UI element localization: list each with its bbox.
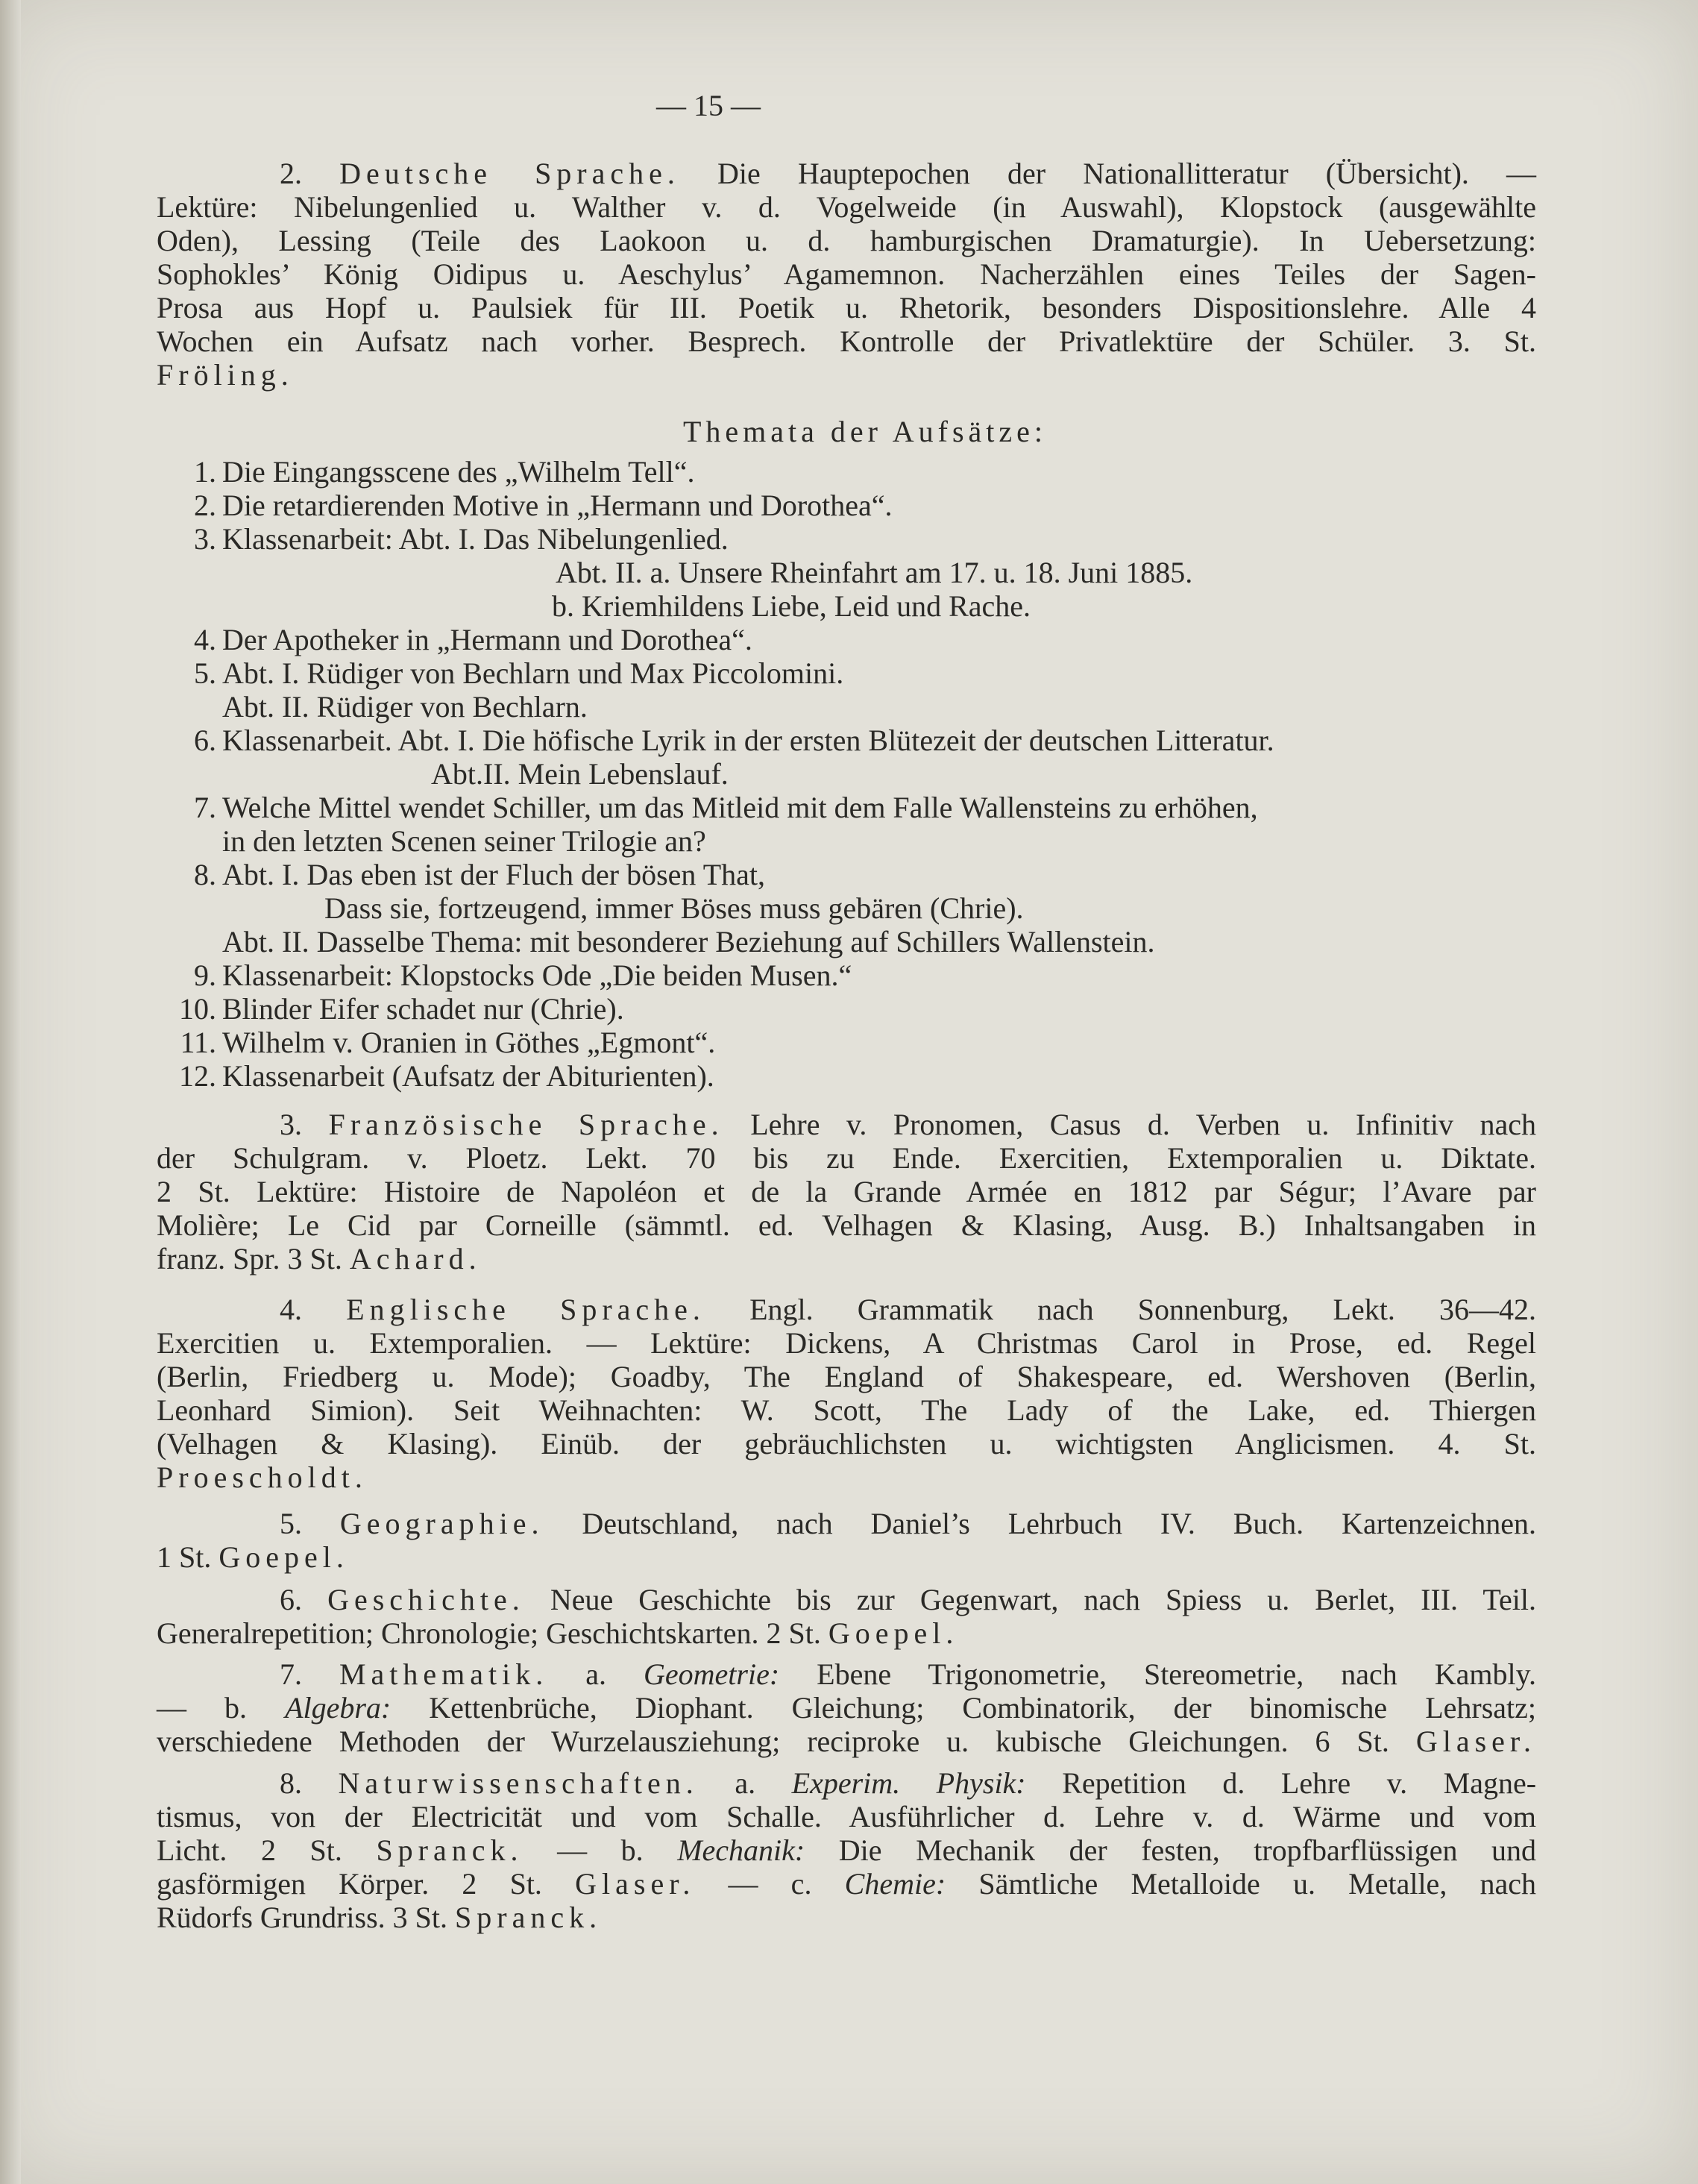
item-text: Klassenarbeit: Abt. I. Das Nibelungenlied. bbox=[222, 522, 729, 556]
section-number: 2. bbox=[280, 157, 302, 190]
section-text: Sämtliche Metalloide u. Metalle, nach bbox=[978, 1867, 1537, 1901]
item-number: 9. bbox=[194, 958, 216, 992]
list-item bbox=[157, 656, 1536, 690]
item-text: Der Apotheker in „Hermann und Dorothea“. bbox=[222, 623, 752, 656]
item-text: Klassenarbeit (Aufsatz der Abiturienten). bbox=[222, 1059, 714, 1093]
item-text: Die retardierenden Motive in „Hermann und Dorothea“. bbox=[222, 489, 893, 522]
section-line bbox=[157, 1242, 1536, 1275]
subsection-topic: Mechanik: bbox=[677, 1833, 805, 1867]
list-item bbox=[157, 1059, 1536, 1093]
section-line: Oden), Lessing (Teile des Laokoon u. d. hamburgischen Dramaturgie). In Uebersetzung: bbox=[157, 224, 1536, 257]
teacher-name: Goepel. bbox=[218, 1540, 349, 1574]
item-text: in den letzten Scenen seiner Trilogie an? bbox=[222, 824, 706, 858]
section-naturwissenschaften bbox=[157, 1766, 1536, 1934]
item-text: Die Eingangsscene des „Wilhelm Tell“. bbox=[222, 455, 695, 489]
section-text: franz. Spr. 3 St. bbox=[157, 1242, 342, 1275]
section-text: gasförmigen Körper. 2 St. bbox=[157, 1867, 542, 1901]
subsection-label: a. bbox=[735, 1766, 756, 1800]
item-number: 12. bbox=[179, 1059, 216, 1093]
item-number: 4. bbox=[194, 623, 216, 656]
section-deutsche-sprache bbox=[157, 157, 1536, 392]
item-number: 1. bbox=[194, 455, 216, 489]
item-number: 3. bbox=[194, 522, 216, 556]
item-text: Abt. II. a. Unsere Rheinfahrt am 17. u. 18. Juni 1885. bbox=[556, 556, 1193, 589]
teacher-name: Spranck. bbox=[455, 1901, 603, 1934]
section-line bbox=[157, 1766, 1536, 1800]
section-mathematik bbox=[157, 1657, 1536, 1758]
section-line bbox=[157, 358, 1536, 392]
section-line: Prosa aus Hopf u. Paulsiek für III. Poetik u. Rhetorik, besonders Dispositionslehre. Alle 4 bbox=[157, 291, 1536, 324]
section-number: 3. bbox=[280, 1108, 302, 1141]
item-number: 8. bbox=[194, 858, 216, 891]
section-text: Engl. Grammatik nach Sonnenburg, Lekt. 36—42. bbox=[749, 1293, 1537, 1326]
section-line: Molière; Le Cid par Corneille (sämmtl. ed. Velhagen & Klasing, Ausg. B.) Inhaltsangaben in bbox=[157, 1208, 1536, 1242]
section-text: Licht. 2 St. bbox=[157, 1833, 342, 1867]
section-line bbox=[157, 1725, 1536, 1758]
section-text: Neue Geschichte bis zur Gegenwart, nach Spiess u. Berlet, III. Teil. bbox=[550, 1583, 1537, 1616]
section-text: Ebene Trigonometrie, Stereometrie, nach Kambly. bbox=[817, 1657, 1537, 1691]
section-number: 7. bbox=[280, 1657, 302, 1691]
section-text: Lehre v. Pronomen, Casus d. Verben u. Infinitiv nach bbox=[750, 1108, 1537, 1141]
section-line bbox=[157, 157, 1536, 190]
section-text: Die Hauptepochen der Nationallitteratur (Übersicht). — bbox=[717, 157, 1537, 190]
subsection-topic: Chemie: bbox=[844, 1867, 946, 1901]
item-text: Klassenarbeit. Abt. I. Die höfische Lyrik in der ersten Blütezeit der deutschen Litteratur. bbox=[222, 724, 1274, 757]
list-item bbox=[157, 724, 1536, 757]
section-line: Exercitien u. Extemporalien. — Lektüre: Dickens, A Christmas Carol in Prose, ed. Regel bbox=[157, 1326, 1536, 1360]
list-item bbox=[157, 824, 1536, 858]
section-englische-sprache bbox=[157, 1293, 1536, 1494]
section-heading: Geschichte. bbox=[327, 1583, 525, 1616]
section-line: (Berlin, Friedberg u. Mode); Goadby, The England of Shakespeare, ed. Wershoven (Berlin, bbox=[157, 1360, 1536, 1393]
section-line bbox=[157, 1691, 1536, 1725]
section-text: Kettenbrüche, Diophant. Gleichung; Combinatorik, der binomische Lehrsatz; bbox=[429, 1691, 1537, 1725]
list-item bbox=[157, 690, 1536, 724]
section-text: Generalrepetition; Chronologie; Geschichtskarten. 2 St. bbox=[157, 1616, 821, 1650]
section-line bbox=[157, 1460, 1536, 1494]
section-line bbox=[157, 1108, 1536, 1141]
section-line: der Schulgram. v. Ploetz. Lekt. 70 bis zu Ende. Exercitien, Extemporalien u. Diktate. bbox=[157, 1141, 1536, 1175]
item-text: Klassenarbeit: Klopstocks Ode „Die beiden Musen.“ bbox=[222, 958, 852, 992]
list-item bbox=[157, 489, 1536, 522]
teacher-name: Achard. bbox=[349, 1242, 482, 1275]
section-text: Repetition d. Lehre v. Magne- bbox=[1062, 1766, 1537, 1800]
item-text: Dass sie, fortzeugend, immer Böses muss gebären (Chrie). bbox=[324, 891, 1024, 925]
subsection-label: — b. bbox=[557, 1833, 644, 1867]
section-text: Die Mechanik der festen, tropfbarflüssigen und bbox=[838, 1833, 1537, 1867]
item-text: b. Kriemhildens Liebe, Leid und Rache. bbox=[552, 589, 1031, 623]
section-geographie bbox=[157, 1507, 1536, 1574]
section-line bbox=[157, 1657, 1536, 1691]
list-item bbox=[157, 556, 1536, 589]
section-number: 5. bbox=[280, 1507, 302, 1540]
section-line: (Velhagen & Klasing). Einüb. der gebräuchlichsten u. wichtigsten Anglicismen. 4. St. bbox=[157, 1427, 1536, 1460]
list-item bbox=[157, 522, 1536, 556]
section-line bbox=[157, 1293, 1536, 1326]
list-item bbox=[157, 589, 1536, 623]
teacher-name: Spranck. bbox=[376, 1833, 523, 1867]
section-line: Wochen ein Aufsatz nach vorher. Besprech. Kontrolle der Privatlektüre der Schüler. 3. St. bbox=[157, 324, 1536, 358]
section-line bbox=[157, 1901, 1536, 1934]
item-text: Abt. I. Das eben ist der Fluch der bösen That, bbox=[222, 858, 765, 891]
item-text: Wilhelm v. Oranien in Göthes „Egmont“. bbox=[222, 1026, 716, 1059]
section-franzoesische-sprache bbox=[157, 1108, 1536, 1275]
page-shadow-edge bbox=[0, 0, 21, 2184]
list-item bbox=[157, 858, 1536, 891]
section-heading: Englische Sprache. bbox=[346, 1293, 705, 1326]
section-line bbox=[157, 1540, 1536, 1574]
item-number: 10. bbox=[179, 992, 216, 1026]
list-item bbox=[157, 992, 1536, 1026]
list-item bbox=[157, 757, 1536, 791]
section-line bbox=[157, 1833, 1536, 1867]
section-line bbox=[157, 1867, 1536, 1901]
section-heading: Französische Sprache. bbox=[328, 1108, 724, 1141]
section-number: 8. bbox=[280, 1766, 302, 1800]
item-text: Abt. II. Rüdiger von Bechlarn. bbox=[222, 690, 588, 724]
subsection-topic: Algebra: bbox=[285, 1691, 392, 1725]
item-text: Blinder Eifer schadet nur (Chrie). bbox=[222, 992, 624, 1026]
item-text: Abt.II. Mein Lebenslauf. bbox=[431, 757, 729, 791]
teacher-name: Glaser. bbox=[1415, 1725, 1537, 1758]
subsection-label: a. bbox=[585, 1657, 607, 1691]
section-line: Lektüre: Nibelungenlied u. Walther v. d. Vogelweide (in Auswahl), Klopstock (ausgewählte bbox=[157, 190, 1536, 224]
section-number: 4. bbox=[280, 1293, 302, 1326]
item-number: 2. bbox=[194, 489, 216, 522]
section-line: Leonhard Simion). Seit Weihnachten: W. Scott, The Lady of the Lake, ed. Thiergen bbox=[157, 1393, 1536, 1427]
teacher-name: Fröling. bbox=[157, 358, 294, 392]
section-number: 6. bbox=[280, 1583, 302, 1616]
item-text: Welche Mittel wendet Schiller, um das Mitleid mit dem Falle Wallensteins zu erhöhen, bbox=[222, 791, 1258, 824]
teacher-name: Proescholdt. bbox=[157, 1460, 368, 1494]
section-line bbox=[157, 1583, 1536, 1616]
list-item bbox=[157, 455, 1536, 489]
list-item bbox=[157, 958, 1536, 992]
section-text: Deutschland, nach Daniel’s Lehrbuch IV. Buch. Kartenzeichnen. bbox=[582, 1507, 1537, 1540]
section-text: verschiedene Methoden der Wurzelausziehung; reciproke u. kubische Gleichungen. 6 St. bbox=[157, 1725, 1389, 1758]
item-text: Abt. I. Rüdiger von Bechlarn und Max Piccolomini. bbox=[222, 656, 844, 690]
themata-heading: Themata der Aufsätze: bbox=[682, 415, 1048, 448]
section-text: 1 St. bbox=[157, 1540, 212, 1574]
list-item bbox=[157, 925, 1536, 958]
list-item bbox=[157, 791, 1536, 824]
section-heading: Mathematik. bbox=[339, 1657, 549, 1691]
item-text: Abt. II. Dasselbe Thema: mit besonderer Beziehung auf Schillers Wallenstein. bbox=[222, 925, 1155, 958]
section-text: Rüdorfs Grundriss. 3 St. bbox=[157, 1901, 448, 1934]
page-number: — 15 — bbox=[656, 89, 761, 122]
teacher-name: Glaser. bbox=[575, 1867, 696, 1901]
item-number: 5. bbox=[194, 656, 216, 690]
list-item bbox=[157, 1026, 1536, 1059]
section-heading: Geographie. bbox=[339, 1507, 544, 1540]
item-number: 11. bbox=[180, 1026, 216, 1059]
item-number: 7. bbox=[194, 791, 216, 824]
section-line bbox=[157, 1616, 1536, 1650]
section-geschichte bbox=[157, 1583, 1536, 1650]
section-heading: Naturwissenschaften. bbox=[338, 1766, 699, 1800]
section-heading: Deutsche Sprache. bbox=[339, 157, 680, 190]
subsection-label: — b. bbox=[157, 1691, 248, 1725]
section-line: tismus, von der Electricität und vom Schalle. Ausführlicher d. Lehre v. d. Wärme und vom bbox=[157, 1800, 1536, 1833]
teacher-name: Goepel. bbox=[828, 1616, 959, 1650]
list-item bbox=[157, 623, 1536, 656]
list-item bbox=[157, 891, 1536, 925]
section-line: 2 St. Lektüre: Histoire de Napoléon et de la Grande Armée en 1812 par Ségur; l’Avare par bbox=[157, 1175, 1536, 1208]
section-line: Sophokles’ König Oidipus u. Aeschylus’ Agamemnon. Nacherzählen eines Teiles der Sagen- bbox=[157, 257, 1536, 291]
themata-list bbox=[157, 455, 1536, 1093]
subsection-topic: Geometrie: bbox=[644, 1657, 780, 1691]
item-number: 6. bbox=[194, 724, 216, 757]
section-line bbox=[157, 1507, 1536, 1540]
subsection-topic: Experim. Physik: bbox=[791, 1766, 1026, 1800]
subsection-label: — c. bbox=[728, 1867, 812, 1901]
